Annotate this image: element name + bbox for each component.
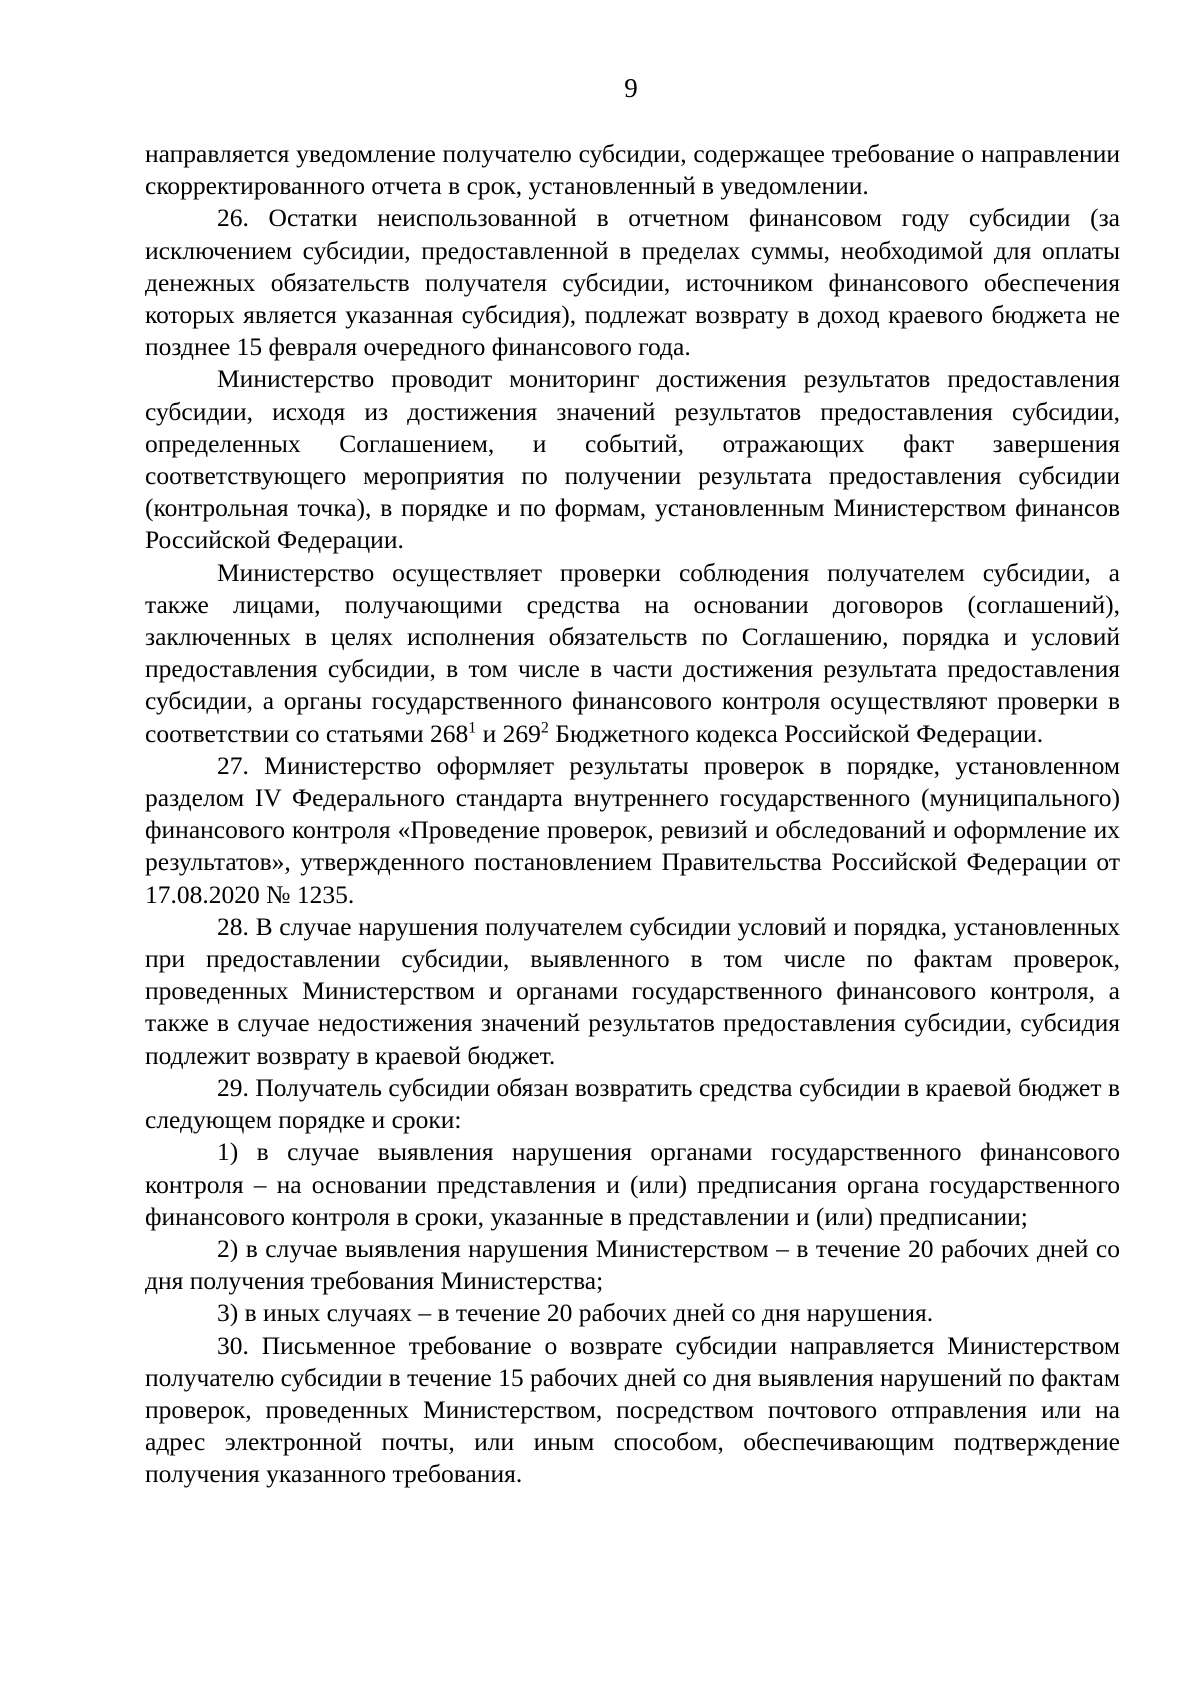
paragraph-inspections	[145, 557, 1120, 750]
paragraph-28: 28. В случае нарушения получателем субсидии условий и порядка, установленных при предоставлении субсидии, выявленного в том числе по фактам проверок, проведенных Министерством и органами государственного финансового контроля, а также в случае недостижения значений результатов предоставления субсидии, субсидия подлежит возврату в краевой бюджет.	[145, 911, 1120, 1070]
paragraph-29: 29. Получатель субсидии обязан возвратить средства субсидии в краевой бюджет в следующем порядке и сроки:	[145, 1072, 1120, 1135]
list-item-3: 3) в иных случаях – в течение 20 рабочих дней со дня нарушения.	[217, 1298, 934, 1328]
paragraph-inspections-text: Министерство осуществляет проверки соблюдения получателем субсидии, а также лицами, получающими средства на основании договоров (соглашений), заключенных в целях исполнения обязательств по Соглашению, порядка и условий предоставления субсидии, в том числе в части достижения результата предоставления субсидии, а органы государственного финансового контроля осуществляют проверки в соответствии со статьями 268	[145, 557, 1120, 748]
paragraph-26: 26. Остатки неиспользованной в отчетном финансовом году субсидии (за исключением субсидии, предоставленной в пределах суммы, необходимой для оплаты денежных обязательств получателя субсидии, источником финансового обеспечения которых является указанная субсидия), подлежат возврату в доход краевого бюджета не позднее 15 февраля очередного финансового года.	[145, 203, 1120, 362]
superscript-2: 2	[540, 719, 549, 737]
paragraph-continuation: направляется уведомление получателю субсидии, содержащее требование о направлении скорректированного отчета в срок, установленный в уведомлении.	[145, 139, 1120, 201]
paragraph-27: 27. Министерство оформляет результаты проверок в порядке, установленном разделом IV Федерального стандарта внутреннего государственного (муниципального) финансового контроля «Проведение проверок, ревизий и обследований и оформление их результатов», утвержденного постановлением Правительства Российской Федерации от 17.08.2020 № 1235.	[145, 750, 1120, 909]
paragraph-monitoring: Министерство проводит мониторинг достижения результатов предоставления субсидии, исходя из достижения значений результатов предоставления субсидии, определенных Соглашением, и событий, отражающих факт завершения соответствующего мероприятия по получении результата предоставления субсидии (контрольная точка), в порядке и по формам, установленным Министерством финансов Российской Федерации.	[145, 364, 1120, 555]
list-item-1: 1) в случае выявления нарушения органами государственного финансового контроля – на основании представления и (или) предписания органа государственного финансового контроля в сроки, указанные в представлении и (или) предписании;	[145, 1137, 1120, 1231]
paragraph-inspections-end: Бюджетного кодекса Российской Федерации.	[548, 718, 1044, 748]
page-number: 9	[624, 73, 638, 103]
paragraph-inspections-middle: и 269	[476, 718, 541, 748]
document-body	[145, 138, 1120, 1491]
paragraph-30: 30. Письменное требование о возврате субсидии направляется Министерством получателю субсидии в течение 15 рабочих дней со дня выявления нарушений по фактам проверок, проведенных Министерством, посредством почтового отправления или на адрес электронной почты, или иным способом, обеспечивающим подтверждение получения указанного требования.	[145, 1330, 1120, 1489]
list-item-2: 2) в случае выявления нарушения Министерством – в течение 20 рабочих дней со дня получения требования Министерства;	[145, 1233, 1120, 1296]
superscript-1: 1	[468, 719, 477, 737]
